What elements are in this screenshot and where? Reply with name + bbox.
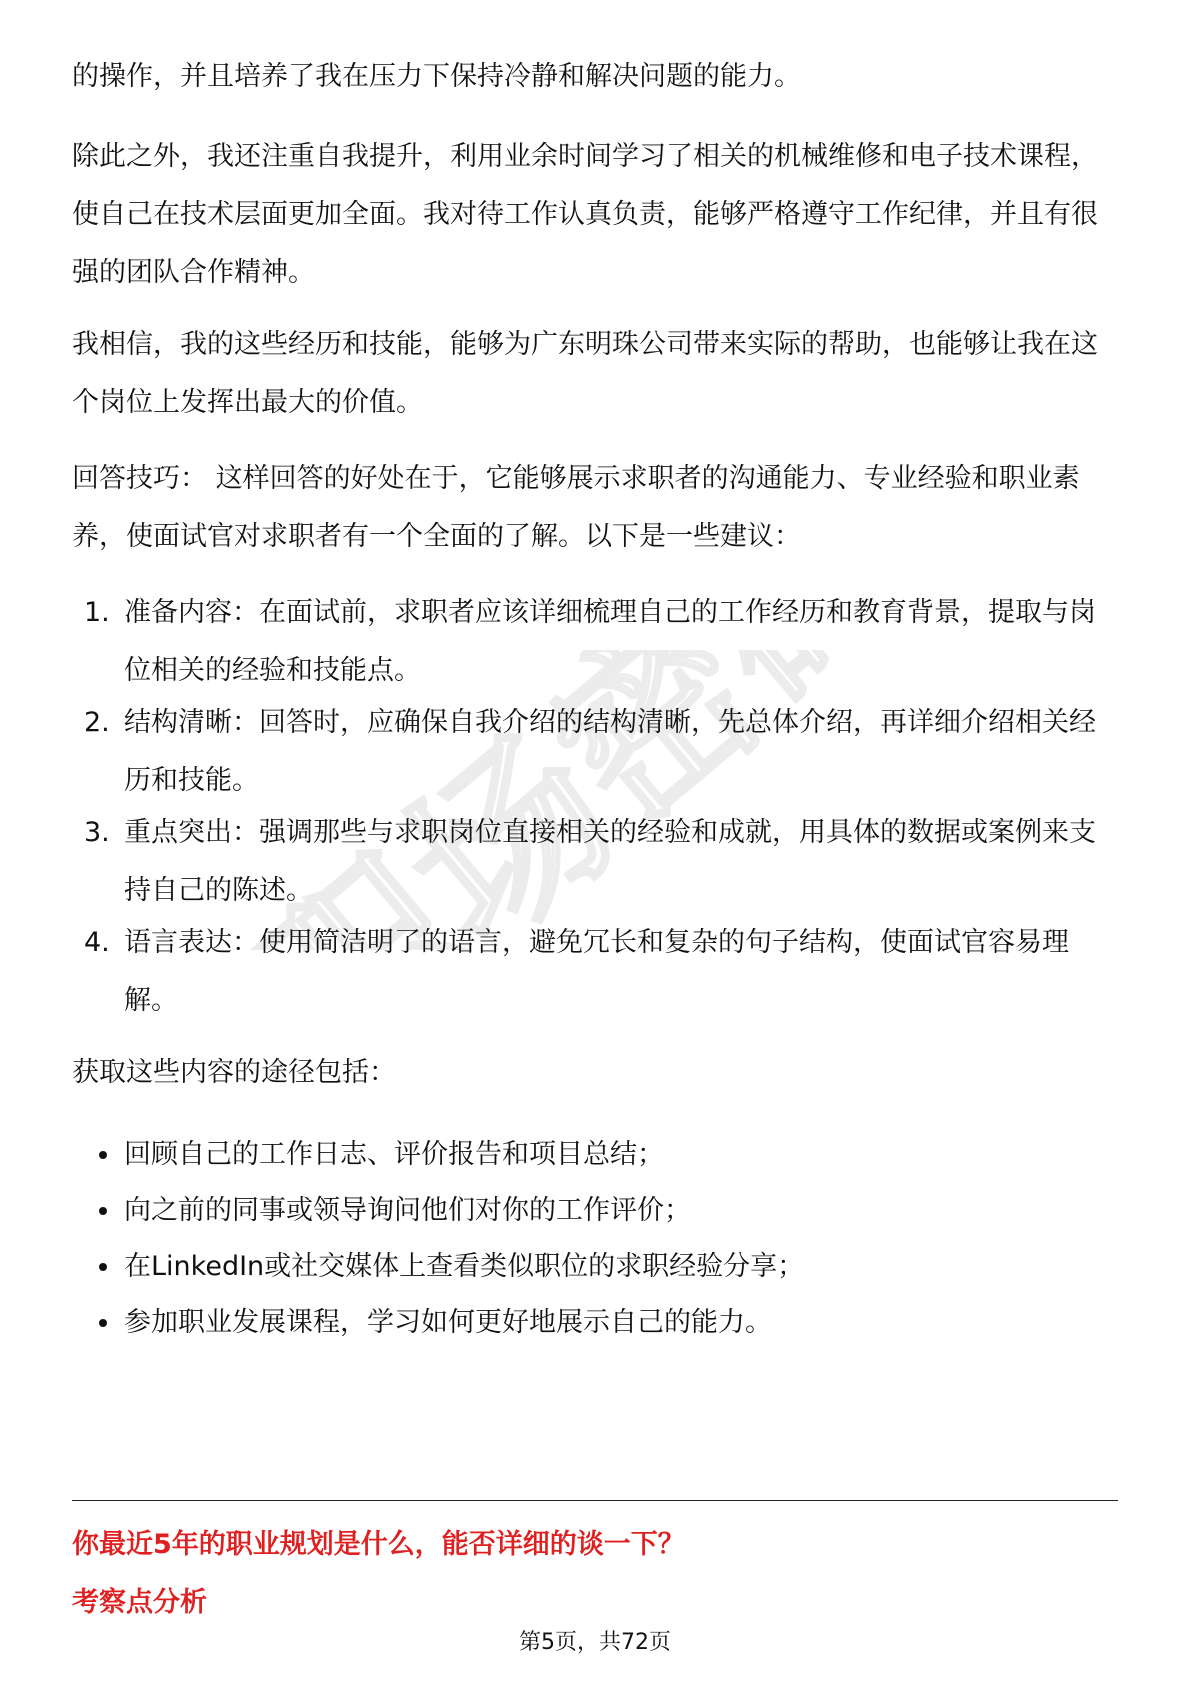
answer-tips-paragraph: 回答技巧： 这样回答的好处在于，它能够展示求职者的沟通能力、专业经验和职业素养，使面试官对求职者有一个全面的了解。以下是一些建议：: [72, 463, 1080, 552]
bullet-icon: [99, 1207, 107, 1215]
list-number: 4.: [84, 927, 110, 958]
list-number: 2.: [84, 707, 110, 738]
list-number: 3.: [84, 817, 110, 848]
next-question-heading: 你最近5年的职业规划是什么，能否详细的谈一下？: [72, 1529, 685, 1560]
bullet-text: 回顾自己的工作日志、评价报告和项目总结；: [124, 1139, 664, 1170]
sources-intro: 获取这些内容的途径包括：: [72, 1057, 396, 1088]
bullet-text: 参加职业发展课程，学习如何更好地展示自己的能力。: [124, 1307, 772, 1338]
list-text: 结构清晰：回答时，应确保自我介绍的结构清晰，先总体介绍，再详细介绍相关经历和技能。: [124, 707, 1096, 796]
bullet-icon: [99, 1319, 107, 1327]
analysis-heading: 考察点分析: [72, 1587, 207, 1618]
bullet-icon: [99, 1263, 107, 1271]
list-text: 语言表达：使用简洁明了的语言，避免冗长和复杂的句子结构，使面试官容易理解。: [124, 927, 1069, 1016]
bullet-text: 向之前的同事或领导询问他们对你的工作评价；: [124, 1195, 691, 1226]
paragraph-1: 的操作，并且培养了我在压力下保持冷静和解决问题的能力。: [72, 61, 801, 92]
document-page: [72, 0, 1118, 1684]
paragraph-2: 除此之外，我还注重自我提升，利用业余时间学习了相关的机械维修和电子技术课程，使自己在技术层面更加全面。我对待工作认真负责，能够严格遵守工作纪律，并且有很强的团队合作精神。: [72, 141, 1098, 288]
bullet-text: 在LinkedIn或社交媒体上查看类似职位的求职经验分享；: [124, 1251, 805, 1282]
paragraph-3: 我相信，我的这些经历和技能，能够为广东明珠公司带来实际的帮助，也能够让我在这个岗位上发挥出最大的价值。: [72, 329, 1098, 418]
list-text: 重点突出：强调那些与求职岗位直接相关的经验和成就，用具体的数据或案例来支持自己的陈述。: [124, 817, 1096, 906]
list-number: 1.: [84, 597, 110, 628]
page-footer: 第5页，共72页: [519, 1630, 671, 1655]
list-text: 准备内容：在面试前，求职者应该详细梳理自己的工作经历和教育背景，提取与岗位相关的经验和技能点。: [124, 597, 1096, 686]
bullet-icon: [99, 1151, 107, 1159]
section-divider: [72, 1500, 1118, 1501]
